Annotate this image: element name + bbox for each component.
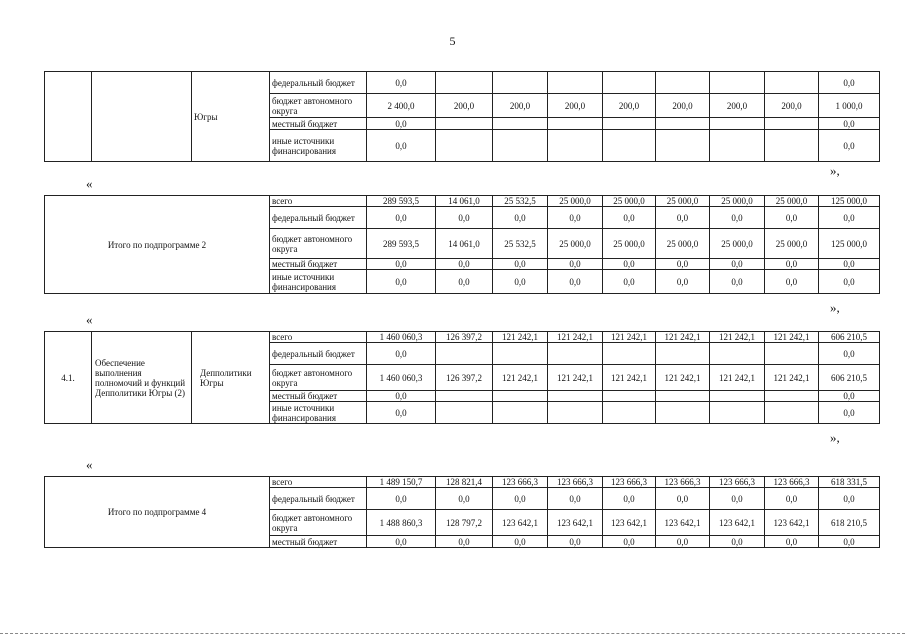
- cell: 0,0: [819, 270, 880, 294]
- cell: 0,0: [819, 72, 880, 94]
- cell: 0,0: [548, 488, 603, 510]
- row-label: всего: [270, 196, 367, 207]
- table-row: [45, 332, 880, 343]
- row-label: местный бюджет: [270, 536, 367, 548]
- cell: [436, 130, 493, 162]
- item-number: 4.1.: [45, 332, 92, 424]
- row-label: местный бюджет: [270, 391, 367, 402]
- cell: [603, 118, 656, 130]
- cell: 0,0: [548, 207, 603, 229]
- cell: 200,0: [765, 94, 819, 118]
- cell: 123 666,3: [710, 477, 765, 488]
- program-cell: Югры: [192, 72, 270, 162]
- cell: 123 642,1: [765, 510, 819, 536]
- cell: [436, 391, 493, 402]
- cell: 200,0: [493, 94, 548, 118]
- cell: 0,0: [436, 259, 493, 270]
- row-label: бюджет автономного округа: [270, 94, 367, 118]
- cell: 200,0: [436, 94, 493, 118]
- cell: 25 532,5: [493, 196, 548, 207]
- cell: 0,0: [765, 270, 819, 294]
- cell: 0,0: [603, 259, 656, 270]
- cell: 0,0: [493, 270, 548, 294]
- quote-close: »,: [830, 300, 840, 315]
- row-label: бюджет автономного округа: [270, 229, 367, 259]
- row-label: иные источники финансирования: [270, 270, 367, 294]
- cell: 1 489 150,7: [367, 477, 436, 488]
- row-label: местный бюджет: [270, 118, 367, 130]
- cell: 0,0: [603, 488, 656, 510]
- quote-open: «: [86, 457, 93, 472]
- cell: 1 000,0: [819, 94, 880, 118]
- cell: [436, 402, 493, 424]
- cell: 123 642,1: [656, 510, 710, 536]
- cell: 121 242,1: [548, 365, 603, 391]
- cell: [436, 343, 493, 365]
- cell: 0,0: [548, 270, 603, 294]
- cell: 0,0: [436, 270, 493, 294]
- quote-open: «: [86, 312, 93, 327]
- cell: 25 000,0: [548, 229, 603, 259]
- cell: 121 242,1: [710, 332, 765, 343]
- cell: 25 000,0: [603, 196, 656, 207]
- cell: 0,0: [819, 402, 880, 424]
- cell: 25 532,5: [493, 229, 548, 259]
- table-row: [45, 196, 880, 207]
- cell: [493, 343, 548, 365]
- row-label: иные источники финансирования: [270, 402, 367, 424]
- cell: 1 488 860,3: [367, 510, 436, 536]
- table-section-4: [44, 476, 880, 548]
- cell: 123 666,3: [548, 477, 603, 488]
- cell: 0,0: [367, 259, 436, 270]
- cell: [603, 72, 656, 94]
- cell: 125 000,0: [819, 229, 880, 259]
- cell: 0,0: [367, 488, 436, 510]
- cell: [493, 72, 548, 94]
- table-section-1: [44, 71, 880, 162]
- cell: 121 242,1: [765, 365, 819, 391]
- cell: 618 331,5: [819, 477, 880, 488]
- cell: 200,0: [603, 94, 656, 118]
- cell: 0,0: [656, 270, 710, 294]
- cell: 0,0: [819, 130, 880, 162]
- cell: 0,0: [436, 488, 493, 510]
- cell: 125 000,0: [819, 196, 880, 207]
- cell: [710, 402, 765, 424]
- cell: [548, 118, 603, 130]
- cell: [548, 343, 603, 365]
- cell: 0,0: [656, 207, 710, 229]
- cell: 0,0: [710, 270, 765, 294]
- cell: 0,0: [367, 402, 436, 424]
- cell: 25 000,0: [656, 229, 710, 259]
- cell: 606 210,5: [819, 332, 880, 343]
- row-label: федеральный бюджет: [270, 488, 367, 510]
- table-row: [45, 72, 880, 94]
- cell: 0,0: [656, 536, 710, 548]
- cell: [765, 72, 819, 94]
- cell: 25 000,0: [710, 229, 765, 259]
- cell: 14 061,0: [436, 229, 493, 259]
- cell: 0,0: [819, 391, 880, 402]
- cell: [548, 72, 603, 94]
- cell: 0,0: [603, 207, 656, 229]
- cell: 0,0: [819, 118, 880, 130]
- item-executor: Депполитики Югры: [192, 332, 270, 424]
- cell: 123 642,1: [548, 510, 603, 536]
- row-label: всего: [270, 332, 367, 343]
- cell: 123 666,3: [603, 477, 656, 488]
- cell: 25 000,0: [710, 196, 765, 207]
- name-cell: [92, 72, 192, 162]
- cell: 0,0: [493, 259, 548, 270]
- cell: 0,0: [367, 536, 436, 548]
- table-section-2: [44, 195, 880, 294]
- cell: 0,0: [819, 259, 880, 270]
- cell: 25 000,0: [765, 196, 819, 207]
- cell: 121 242,1: [548, 332, 603, 343]
- cell: 0,0: [367, 72, 436, 94]
- cell: 121 242,1: [603, 332, 656, 343]
- cell: [603, 402, 656, 424]
- cell: 0,0: [819, 343, 880, 365]
- cell: 123 642,1: [493, 510, 548, 536]
- cell: 0,0: [493, 207, 548, 229]
- cell: 0,0: [493, 488, 548, 510]
- num-cell: [45, 72, 92, 162]
- cell: 123 666,3: [765, 477, 819, 488]
- cell: [548, 391, 603, 402]
- cell: [765, 130, 819, 162]
- cell: 0,0: [765, 207, 819, 229]
- quote-close: »,: [830, 163, 840, 178]
- cell: [710, 118, 765, 130]
- subtotal-title: Итого по подпрограмме 2: [45, 196, 270, 294]
- cell: [710, 130, 765, 162]
- row-label: бюджет автономного округа: [270, 510, 367, 536]
- cell: 128 797,2: [436, 510, 493, 536]
- cell: 121 242,1: [493, 332, 548, 343]
- cell: 123 666,3: [656, 477, 710, 488]
- cell: 0,0: [548, 536, 603, 548]
- cell: [656, 391, 710, 402]
- cell: [765, 391, 819, 402]
- item-name: Обеспечение выполнения полномочий и функций Депполитики Югры (2): [92, 332, 192, 424]
- cell: 0,0: [765, 488, 819, 510]
- page-number: 5: [449, 34, 456, 48]
- cell: 0,0: [367, 391, 436, 402]
- cell: [603, 130, 656, 162]
- cell: 289 593,5: [367, 229, 436, 259]
- cell: 200,0: [710, 94, 765, 118]
- cell: 0,0: [367, 270, 436, 294]
- cell: 0,0: [765, 536, 819, 548]
- cell: [548, 402, 603, 424]
- cell: 123 642,1: [603, 510, 656, 536]
- cell: [603, 391, 656, 402]
- cell: 618 210,5: [819, 510, 880, 536]
- cell: 14 061,0: [436, 196, 493, 207]
- cell: [710, 343, 765, 365]
- cell: [493, 130, 548, 162]
- cell: 0,0: [819, 488, 880, 510]
- cell: 126 397,2: [436, 332, 493, 343]
- quote-close: »,: [830, 430, 840, 445]
- cell: 0,0: [710, 488, 765, 510]
- cell: 0,0: [819, 536, 880, 548]
- cell: 0,0: [436, 536, 493, 548]
- cell: 121 242,1: [493, 365, 548, 391]
- row-label: федеральный бюджет: [270, 207, 367, 229]
- cell: 121 242,1: [656, 332, 710, 343]
- cell: [656, 130, 710, 162]
- cell: 123 666,3: [493, 477, 548, 488]
- cell: 0,0: [603, 270, 656, 294]
- cell: 0,0: [367, 207, 436, 229]
- row-label: всего: [270, 477, 367, 488]
- cell: 606 210,5: [819, 365, 880, 391]
- cell: 0,0: [765, 259, 819, 270]
- cell: 1 460 060,3: [367, 365, 436, 391]
- cell: 128 821,4: [436, 477, 493, 488]
- cell: [548, 130, 603, 162]
- cell: 1 460 060,3: [367, 332, 436, 343]
- row-label: федеральный бюджет: [270, 72, 367, 94]
- cell: 25 000,0: [548, 196, 603, 207]
- cell: 121 242,1: [656, 365, 710, 391]
- cell: 0,0: [367, 118, 436, 130]
- cell: [493, 391, 548, 402]
- cell: [436, 72, 493, 94]
- table-section-3: [44, 331, 880, 424]
- cell: [493, 402, 548, 424]
- cell: 121 242,1: [710, 365, 765, 391]
- cell: 0,0: [819, 207, 880, 229]
- cell: 123 642,1: [710, 510, 765, 536]
- row-label: бюджет автономного округа: [270, 365, 367, 391]
- cell: [765, 118, 819, 130]
- cell: 0,0: [367, 130, 436, 162]
- row-label: иные источники финансирования: [270, 130, 367, 162]
- cell: 0,0: [603, 536, 656, 548]
- table-row: [45, 477, 880, 488]
- cell: 0,0: [493, 536, 548, 548]
- cell: [765, 402, 819, 424]
- cell: [656, 118, 710, 130]
- cell: 126 397,2: [436, 365, 493, 391]
- cell: 0,0: [710, 536, 765, 548]
- cell: [765, 343, 819, 365]
- cell: 0,0: [367, 343, 436, 365]
- cell: 289 593,5: [367, 196, 436, 207]
- cell: 0,0: [656, 488, 710, 510]
- cell: [656, 343, 710, 365]
- cell: [710, 72, 765, 94]
- cell: 200,0: [656, 94, 710, 118]
- cell: [603, 343, 656, 365]
- cell: [493, 118, 548, 130]
- scan-edge-line: [0, 633, 905, 634]
- row-label: местный бюджет: [270, 259, 367, 270]
- cell: 200,0: [548, 94, 603, 118]
- cell: 25 000,0: [603, 229, 656, 259]
- cell: 2 400,0: [367, 94, 436, 118]
- row-label: федеральный бюджет: [270, 343, 367, 365]
- cell: 25 000,0: [765, 229, 819, 259]
- cell: 0,0: [710, 207, 765, 229]
- subtotal-title: Итого по подпрограмме 4: [45, 477, 270, 548]
- cell: 121 242,1: [765, 332, 819, 343]
- cell: 0,0: [656, 259, 710, 270]
- cell: 0,0: [436, 207, 493, 229]
- quote-open: «: [86, 176, 93, 191]
- cell: 25 000,0: [656, 196, 710, 207]
- cell: 121 242,1: [603, 365, 656, 391]
- cell: 0,0: [710, 259, 765, 270]
- cell: [436, 118, 493, 130]
- cell: [710, 391, 765, 402]
- cell: [656, 402, 710, 424]
- cell: 0,0: [548, 259, 603, 270]
- cell: [656, 72, 710, 94]
